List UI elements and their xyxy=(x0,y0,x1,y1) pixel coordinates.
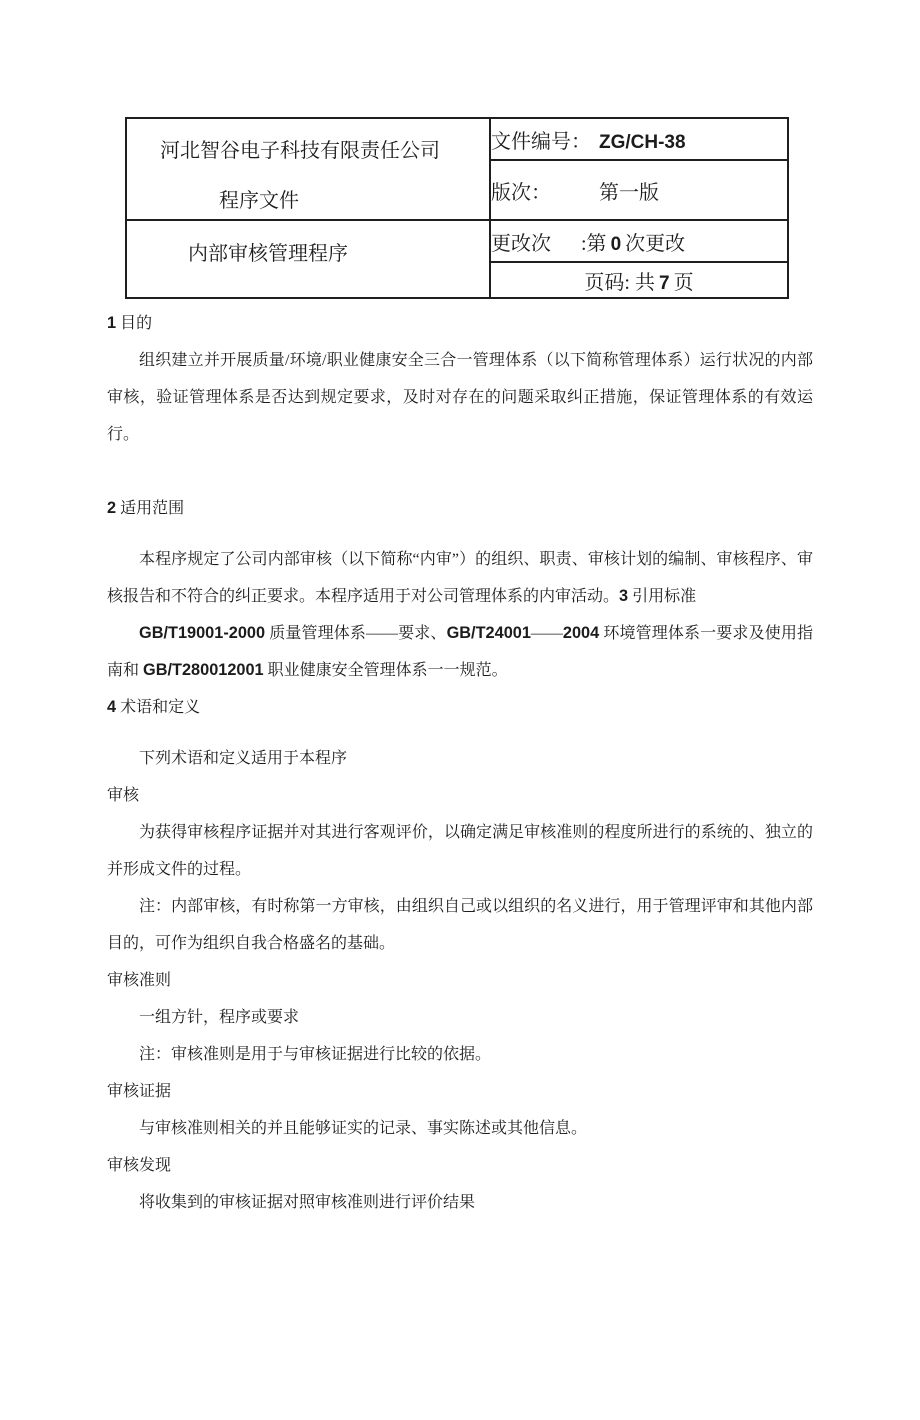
paragraph xyxy=(107,1184,813,1221)
cjk-text: 组织建立并开展质量/环境/职业健康安全三合一管理体系（以下简称管理体系）运行状况的内部审核，验证管理体系是否达到规定要求，及时对存在的问题采取纠正措施，保证管理体系的有效运行。 xyxy=(107,352,813,443)
cjk-text: 引用标准 xyxy=(628,588,697,605)
cjk-text: 下列术语和定义适用于本程序 xyxy=(139,750,348,767)
paragraph xyxy=(107,541,813,615)
cjk-text: 将收集到的审核证据对照审核准则进行评价结果 xyxy=(139,1194,476,1211)
cjk-text: 环境管理体系一要求及使用指南和 xyxy=(107,625,813,679)
cjk-text: 目的 xyxy=(116,315,153,332)
change-value-prefix: :第 xyxy=(581,232,607,255)
pages-num: 7 xyxy=(658,272,670,294)
cjk-text: 术语和定义 xyxy=(116,699,201,716)
cjk-text: —— xyxy=(530,625,563,642)
change-label: 更改次 xyxy=(491,232,551,255)
change-cell xyxy=(490,220,788,262)
paragraph xyxy=(107,814,813,888)
document-page xyxy=(0,117,920,1420)
cjk-text: 审核发现 xyxy=(107,1157,172,1174)
change-value-suffix: 次更改 xyxy=(625,232,686,255)
pages-suffix: 页 xyxy=(673,271,694,294)
doc-no-cell xyxy=(490,118,788,160)
latin-text: 2 xyxy=(107,499,117,517)
paragraph xyxy=(107,615,813,689)
term-label xyxy=(107,777,813,814)
paragraph xyxy=(107,342,813,453)
latin-text: GB/T24001 xyxy=(446,624,531,642)
doc-title-cell xyxy=(126,220,490,298)
paragraph xyxy=(107,1036,813,1073)
cjk-text: 为获得审核程序证据并对其进行客观评价，以确定满足审核准则的程度所进行的系统的、独立的并形成文件的过程。 xyxy=(107,824,813,878)
cjk-text: 质量管理体系——要求、 xyxy=(265,625,447,642)
version-cell xyxy=(490,160,788,220)
latin-text: GB/T280012001 xyxy=(143,661,264,679)
term-label xyxy=(107,962,813,999)
cjk-text: 一组方针，程序或要求 xyxy=(139,1009,300,1026)
cjk-text: 注：内部审核，有时称第一方审核，由组织自己或以组织的名义进行，用于管理评审和其他内部目的，可作为组织自我合格盛名的基础。 xyxy=(107,898,813,952)
document-body xyxy=(107,305,813,1221)
doc-no-value: ZG/CH-38 xyxy=(599,131,686,153)
cjk-text: 本程序规定了公司内部审核（以下简称“内审”）的组织、职责、审核计划的编制、审核程序、审核报告和不符合的纠正要求。本程序适用于对公司管理体系的内审活动。 xyxy=(107,551,813,605)
paragraph xyxy=(107,888,813,962)
cjk-text: 注：审核准则是用于与审核证据进行比较的依据。 xyxy=(139,1046,492,1063)
section-heading xyxy=(107,305,813,342)
cjk-text: 审核准则 xyxy=(107,972,172,989)
section-heading xyxy=(107,689,813,726)
section-heading xyxy=(107,490,813,527)
latin-text: 2004 xyxy=(562,624,600,642)
cjk-text: 适用范围 xyxy=(116,500,185,517)
doc-type: 程序文件 xyxy=(219,190,299,212)
version-label: 版次： xyxy=(491,181,551,204)
latin-text: GB/T19001-2000 xyxy=(139,624,266,642)
version-value: 第一版 xyxy=(599,181,659,204)
cjk-text: 审核证据 xyxy=(107,1083,172,1100)
pages-label: 页码: xyxy=(584,271,630,294)
company-cell xyxy=(126,118,490,220)
paragraph xyxy=(107,1110,813,1147)
latin-text: 1 xyxy=(107,314,117,332)
cjk-text: 与审核准则相关的并且能够证实的记录、事实陈述或其他信息。 xyxy=(139,1120,588,1137)
doc-title: 内部审核管理程序 xyxy=(188,243,348,265)
document-header-table xyxy=(125,117,789,299)
term-label xyxy=(107,1073,813,1110)
latin-text: 4 xyxy=(107,698,117,716)
paragraph xyxy=(107,999,813,1036)
term-label xyxy=(107,1147,813,1184)
cjk-text: 职业健康安全管理体系一一规范。 xyxy=(263,662,508,679)
pages-prefix: 共 xyxy=(634,271,655,294)
cjk-text: 审核 xyxy=(107,787,140,804)
latin-text: 3 xyxy=(619,587,629,605)
company-name: 河北智谷电子科技有限责任公司 xyxy=(160,140,440,162)
paragraph xyxy=(107,740,813,777)
doc-no-label: 文件编号： xyxy=(491,130,591,153)
pages-cell xyxy=(490,262,788,298)
change-value-num: 0 xyxy=(610,233,622,255)
